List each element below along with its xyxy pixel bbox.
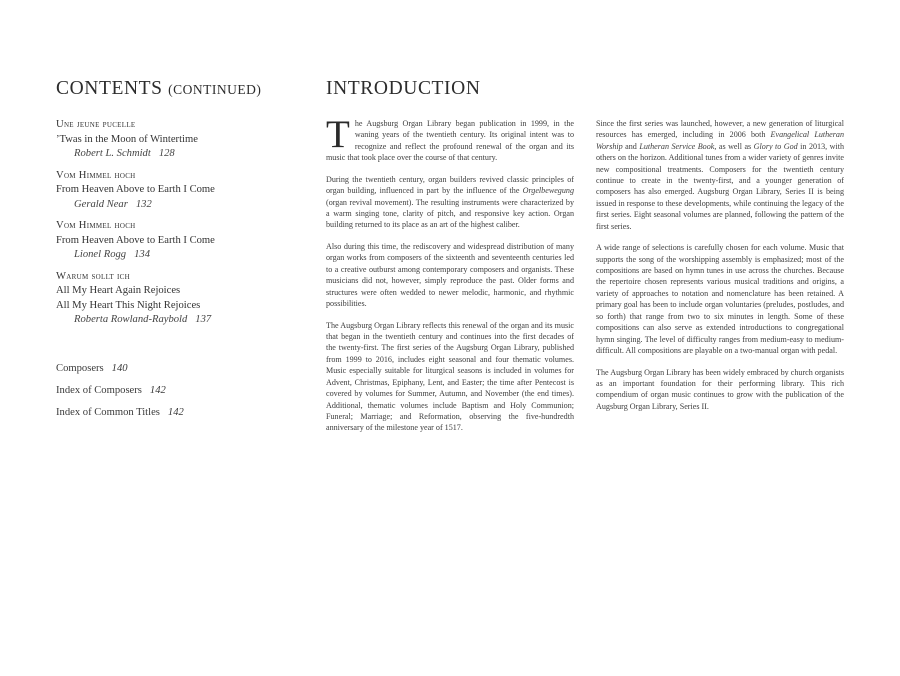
- intro-paragraph: [326, 113, 574, 164]
- toc-entry: [56, 169, 296, 213]
- intro-paragraph: The Augsburg Organ Library reflects this renewal of the organ and its music that began in the twentieth century and continues into the first decades of the twenty-first. The first series of the Augsburg Organ Library, published from 1999 to 2016, includes eight seasonal and four thematic volumes. Music especially suitable for liturgical seasons is included in volumes for Advent, Christmas, Epiphany, Lent, and Easter; the time after Pentecost is covered by volumes for Summer, Autumn, and November (the end times). Additional, thematic volumes include Baptism and Holy Communion; Funeral; Marriage; and Reformation, observing the five-hundredth anniversary of the milestone year of 1517.: [326, 320, 574, 433]
- toc-page-number: 128: [158, 148, 175, 159]
- intro-column-left: [326, 113, 574, 444]
- toc-author: [56, 248, 296, 263]
- toc-title: From Heaven Above to Earth I Come: [56, 234, 215, 246]
- toc-author-name: Gerald Near: [74, 198, 128, 210]
- toc-title: ’Twas in the Moon of Wintertime: [56, 133, 198, 145]
- toc-page-number: 137: [195, 314, 212, 325]
- index-item-index-of-composers: [56, 380, 184, 402]
- index-label: Index of Common Titles: [56, 407, 160, 418]
- drop-cap: T: [326, 113, 350, 156]
- toc-page-number: 132: [135, 198, 152, 210]
- toc-author-name: Robert L. Schmidt: [74, 148, 151, 159]
- index-label: Composers: [56, 363, 104, 374]
- index-page-number: 142: [167, 407, 184, 418]
- toc-author: [56, 147, 296, 162]
- toc-entry: [56, 270, 296, 328]
- index-page-number: 142: [149, 385, 166, 396]
- intro-paragraph-text: he Augsburg Organ Library began publication in 1999, in the waning years of the twentieth century. Its original intent was to recognize and reflect the profound renewal of the organ and its music that took place over the course of that century.: [326, 119, 574, 163]
- toc-tune-name: Warum sollt ich: [56, 270, 130, 282]
- index-label: Index of Composers: [56, 385, 142, 396]
- intro-paragraph-text: Since the first series was launched, however, a new generation of liturgical resources has emerged, including in 2006 both: [596, 119, 844, 140]
- intro-paragraph: The Augsburg Organ Library has been widely embraced by church organists as an important foundation for their performing library. This rich compendium of organ music continues to grow with the publication of the Augsburg Organ Library, Series II.: [596, 367, 844, 411]
- contents-title: CONTENTS: [56, 78, 163, 99]
- toc-title: All My Heart Again Rejoices: [56, 285, 181, 296]
- index-list: [56, 358, 184, 424]
- introduction-title: INTRODUCTION: [326, 78, 481, 99]
- intro-paragraph-text: During the twentieth century, organ builders revived classic principles of organ building, influenced in part by the influence of the: [326, 174, 574, 196]
- intro-paragraph-text: in 2013, with others on the horizon. Additional tunes from a wider variety of genres invite new compositional treatments. Composers for the twentieth century continue to create in the twenty-first, and a younger generation of composers has also emerged. Augsburg Organ Library, Series II is being issued in response to these developments, while continuing the legacy of the first series. Eight seasonal volumes are planned, following the pattern of the first series.: [596, 141, 845, 231]
- intro-column-right: [596, 118, 844, 422]
- intro-paragraph-text: , as well as: [714, 141, 754, 151]
- intro-emphasis: Glory to God: [753, 141, 798, 151]
- toc-entry: [56, 118, 296, 162]
- intro-paragraph: [326, 174, 574, 231]
- intro-paragraph-text: (organ revival movement). The resulting instruments were characterized by a warm singing tone, clarity of pitch, and responsive key action. Organ building returned to its place as an art of the highest caliber.: [326, 197, 574, 230]
- toc-author: [56, 313, 296, 328]
- intro-paragraph: A wide range of selections is carefully chosen for each volume. Music that supports the song of the worshipping assembly is emphasized; most of the compositions are based on hymn tunes in use across the churches. Because the repertoire chosen represents various musical traditions and origins, a variety of approaches to notation and nomenclature has been retained. A primary goal has been to include organ voluntaries (preludes, postludes, and so forth) that range from two to six minutes in length. Some of these compositions can also serve as extended introductions to congregational hymn singing. The level of difficulty ranges from medium-easy to medium-difficult. All compositions are playable on a two-manual organ with pedal.: [596, 243, 844, 355]
- intro-emphasis: Lutheran Service Book: [639, 141, 715, 151]
- index-item-index-of-common-titles: [56, 402, 184, 424]
- toc-tune-name: Vom Himmel hoch: [56, 169, 136, 181]
- toc-list: [56, 118, 296, 335]
- toc-author-name: Lionel Rogg: [74, 249, 127, 260]
- toc-author: [56, 198, 296, 213]
- contents-heading: [56, 78, 261, 101]
- intro-paragraph-text: and: [622, 141, 640, 151]
- toc-title: From Heaven Above to Earth I Come: [56, 184, 215, 195]
- intro-emphasis: Evangelical Lutheran Worship: [596, 130, 845, 151]
- index-item-composers: [56, 358, 184, 380]
- toc-title: All My Heart This Night Rejoices: [56, 299, 201, 311]
- index-page-number: 140: [111, 363, 128, 374]
- toc-tune-name: Vom Himmel hoch: [56, 220, 136, 231]
- toc-tune-name: Une jeune pucelle: [56, 119, 136, 130]
- intro-paragraph: [596, 118, 844, 232]
- toc-page-number: 134: [134, 249, 150, 260]
- contents-title-suffix: (CONTINUED): [168, 82, 262, 97]
- toc-author-name: Roberta Rowland-Raybold: [74, 314, 188, 325]
- toc-entry: [56, 219, 296, 263]
- intro-paragraph: Also during this time, the rediscovery and widespread distribution of many organ works from composers of the sixteenth and seventeenth centuries led to a creative outburst among contemporary composers and organists. These musicians did not, however, simply reproduce the past. Older forms and structures were often wedded to newer melodic, harmonic, and rhythmic possibilities.: [326, 242, 574, 309]
- intro-emphasis: Orgelbewegung: [522, 186, 574, 196]
